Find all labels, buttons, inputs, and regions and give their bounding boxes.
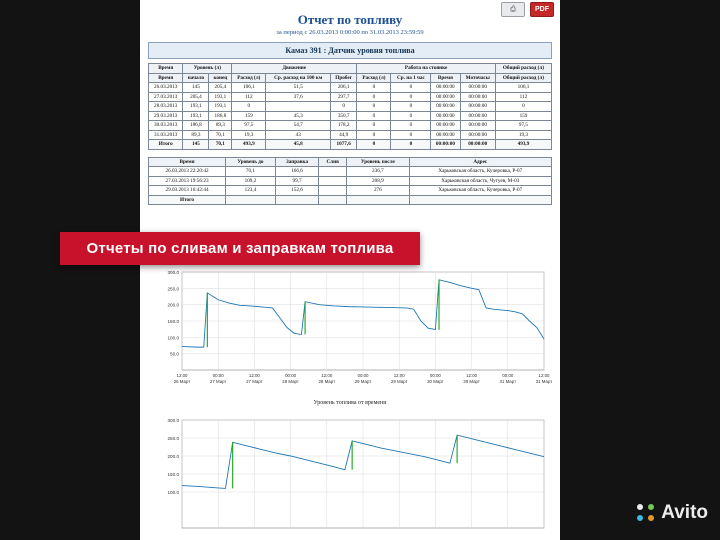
svg-text:12:00: 12:00 — [248, 373, 260, 378]
svg-text:12:00: 12:00 — [321, 373, 333, 378]
svg-text:300.0: 300.0 — [167, 418, 179, 423]
table-cell — [319, 195, 347, 205]
report-page — [140, 0, 560, 540]
promo-banner-text: Отчеты по сливам и заправкам топлива — [86, 240, 394, 257]
table-cell: 97,5 — [495, 121, 551, 131]
table-cell: 0 — [357, 121, 391, 131]
table-cell: 00:00:00 — [460, 102, 495, 112]
table-cell: 193,1 — [209, 92, 232, 102]
svg-text:250.0: 250.0 — [167, 286, 179, 292]
table-cell: 00:00:00 — [460, 83, 495, 93]
column-header: Ср. расход на 100 км — [266, 73, 331, 83]
table-cell: 109,2 — [226, 176, 276, 186]
svg-text:29 Март: 29 Март — [390, 379, 408, 384]
table-cell: 159 — [232, 111, 266, 121]
svg-text:250.0: 250.0 — [167, 436, 179, 441]
table-cell: 350,7 — [330, 111, 356, 121]
table-sub-header-row — [149, 73, 552, 83]
svg-text:31 Март: 31 Март — [535, 379, 552, 384]
table-cell: 193,1 — [183, 111, 209, 121]
table-cell: 45,3 — [266, 111, 331, 121]
table-row — [149, 121, 552, 131]
table-cell: 112 — [232, 92, 266, 102]
table-cell: 178,2 — [330, 121, 356, 131]
svg-text:200.0: 200.0 — [167, 302, 179, 308]
table-row — [149, 102, 552, 112]
svg-text:27 Март: 27 Март — [209, 379, 227, 384]
report-section-header: Камаз 391 : Датчик уровня топлива — [148, 42, 552, 59]
table-cell: 106,1 — [232, 83, 266, 93]
table-cell: 29.03.2013 16:42:44 — [149, 186, 226, 196]
table-cell: 145 — [183, 140, 209, 150]
table-cell: 00:00:00 — [431, 92, 460, 102]
table-cell: 00:00:00 — [460, 121, 495, 131]
table-cell: 0 — [357, 140, 391, 150]
table-cell — [226, 195, 276, 205]
right-gutter — [560, 0, 720, 540]
svg-text:00:00: 00:00 — [212, 373, 224, 378]
table-cell: 0 — [391, 83, 431, 93]
table-cell: 54,7 — [266, 121, 331, 131]
table-cell: 205,4 — [183, 92, 209, 102]
table-row — [149, 83, 552, 93]
refuel-drain-table — [148, 157, 552, 206]
table-cell: Итого — [149, 195, 226, 205]
table-body — [149, 83, 552, 150]
avito-watermark — [637, 502, 708, 524]
table-row — [149, 140, 552, 150]
table-cell: 89,3 — [209, 121, 232, 131]
svg-text:28 Март: 28 Март — [318, 379, 336, 384]
table-cell: 51,5 — [266, 83, 331, 93]
table-cell: 29.03.2013 — [149, 111, 183, 121]
svg-text:12:00: 12:00 — [393, 373, 405, 378]
table-cell: 00:00:00 — [431, 121, 460, 131]
column-group-header: Время — [149, 64, 183, 74]
table-cell: 99,7 — [275, 176, 318, 186]
page-title: Отчет по топливу — [297, 12, 403, 27]
table-cell — [319, 176, 347, 186]
table-cell: 145 — [183, 83, 209, 93]
column-group-header: Работа на стоянке — [357, 64, 496, 74]
table-cell: 00:00:00 — [460, 140, 495, 150]
table-cell: Харьковская область, Кучеровка, Р-07 — [409, 186, 551, 196]
svg-text:28 Март: 28 Март — [282, 379, 299, 384]
table-cell: 0 — [391, 130, 431, 140]
svg-text:200.0: 200.0 — [167, 454, 179, 459]
table-cell: 276 — [347, 186, 409, 196]
table-cell: 208,9 — [347, 176, 409, 186]
table-cell: 493,9 — [232, 140, 266, 150]
table-cell — [347, 195, 409, 205]
table-row — [149, 176, 552, 186]
table-cell: 27.03.2013 — [149, 92, 183, 102]
chart-1-title: Уровень топлива от времени — [313, 400, 387, 406]
table-cell: 43 — [266, 130, 331, 140]
table-cell: 159 — [495, 111, 551, 121]
svg-text:50.0: 50.0 — [170, 351, 179, 357]
svg-text:27 Март: 27 Март — [246, 379, 263, 384]
table-cell: 00:00:00 — [431, 83, 460, 93]
fuel-level-chart-2 — [148, 414, 552, 540]
table-cell: 00:00:00 — [460, 130, 495, 140]
column-header: Уровень после — [347, 157, 409, 167]
table-cell: 0 — [357, 111, 391, 121]
table-cell: 106,1 — [495, 83, 551, 93]
svg-text:00:00: 00:00 — [357, 373, 369, 378]
table-cell: 297,7 — [330, 92, 356, 102]
svg-text:150.0: 150.0 — [167, 319, 179, 324]
table-cell: 186,8 — [183, 121, 209, 131]
fuel-level-chart-1-svg — [148, 266, 552, 392]
table-cell: Харьковская область, Чугуев, М-03 — [409, 176, 551, 186]
table-cell: 193,1 — [209, 102, 232, 112]
svg-text:12:00: 12:00 — [538, 373, 550, 378]
table-cell: 28.03.2013 — [149, 102, 183, 112]
table-body — [149, 167, 552, 205]
svg-text:30 Март: 30 Март — [427, 379, 444, 384]
column-header: Моточасы — [460, 73, 495, 83]
table-cell: 00:00:00 — [431, 140, 460, 150]
column-group-header: Движение — [232, 64, 357, 74]
table-cell: 186,8 — [209, 111, 232, 121]
table-cell: 44,9 — [330, 130, 356, 140]
svg-text:300.0: 300.0 — [167, 270, 179, 275]
table-cell: 31.03.2013 — [149, 130, 183, 140]
column-group-header: Уровень (л) — [183, 64, 232, 74]
table-cell: 45,8 — [266, 140, 331, 150]
table-cell: 0 — [391, 92, 431, 102]
svg-text:12:00: 12:00 — [466, 373, 478, 378]
svg-text:100.0: 100.0 — [167, 335, 179, 341]
column-header: Уровень до — [226, 157, 276, 167]
table-cell: 00:00:00 — [460, 92, 495, 102]
avito-logo-icon — [637, 504, 655, 522]
column-header: конец — [209, 73, 232, 83]
table-cell — [319, 186, 347, 196]
table-cell: 19,3 — [232, 130, 266, 140]
table-header-row — [149, 157, 552, 167]
svg-text:00:00: 00:00 — [285, 373, 297, 378]
table-cell: Харьковская область, Кучеровка, Р-07 — [409, 167, 551, 177]
table-row — [149, 111, 552, 121]
table-cell: 19,3 — [495, 130, 551, 140]
table-group-header-row — [149, 64, 552, 74]
table-cell: 166,6 — [275, 167, 318, 177]
column-header: Расход (л) — [232, 73, 266, 83]
column-header: Общий расход (л) — [495, 73, 551, 83]
table-cell: 0 — [357, 130, 391, 140]
table-cell: 206,1 — [330, 83, 356, 93]
table-head — [149, 157, 552, 167]
svg-text:29 Март: 29 Март — [354, 379, 372, 384]
table-cell: 205,4 — [209, 83, 232, 93]
table-cell: 00:00:00 — [431, 111, 460, 121]
left-gutter — [0, 0, 140, 540]
column-header: Адрес — [409, 157, 551, 167]
table-cell: 0 — [391, 102, 431, 112]
svg-text:12:00: 12:00 — [176, 373, 188, 378]
svg-text:31 Март: 31 Март — [499, 379, 517, 384]
table-row — [149, 186, 552, 196]
fuel-summary-table — [148, 63, 552, 150]
table-cell: 0 — [330, 102, 356, 112]
table-cell: 27.03.2013 19:56:23 — [149, 176, 226, 186]
pdf-export-icon[interactable]: PDF — [530, 2, 554, 17]
table-cell: 493,9 — [495, 140, 551, 150]
column-group-header: Общий расход (л) — [495, 64, 551, 74]
table-cell: 26.03.2013 — [149, 83, 183, 93]
column-header: Пробег — [330, 73, 356, 83]
column-header: начало — [183, 73, 209, 83]
table-cell: 0 — [357, 92, 391, 102]
fuel-level-chart-2-svg — [148, 414, 552, 534]
table-cell: 236,7 — [347, 167, 409, 177]
promo-banner — [60, 232, 420, 265]
table-cell: 0 — [232, 102, 266, 112]
table-cell: 0 — [357, 83, 391, 93]
column-header: Расход (л) — [357, 73, 391, 83]
table-cell: 97,5 — [232, 121, 266, 131]
column-header: Время — [149, 157, 226, 167]
table-cell: 0 — [391, 140, 431, 150]
table-cell: 26.03.2013 22:20:42 — [149, 167, 226, 177]
svg-text:150.0: 150.0 — [167, 472, 179, 477]
table-cell: Итого — [149, 140, 183, 150]
table-cell — [319, 167, 347, 177]
print-icon[interactable]: ⎙ — [501, 2, 525, 17]
svg-text:30 Март: 30 Март — [463, 379, 480, 384]
column-header: Слив — [319, 157, 347, 167]
table-head — [149, 64, 552, 83]
column-header: Ср. на 1 час — [391, 73, 431, 83]
table-cell: 152,6 — [275, 186, 318, 196]
table-cell — [266, 102, 331, 112]
table-cell: 70,1 — [209, 130, 232, 140]
fuel-level-chart-1 — [148, 266, 552, 406]
avito-watermark-text: Avito — [661, 502, 708, 523]
table-cell: 00:00:00 — [460, 111, 495, 121]
column-header: Время — [149, 73, 183, 83]
svg-text:26 Март: 26 Март — [173, 379, 191, 384]
table-cell: 00:00:00 — [431, 102, 460, 112]
table-cell — [275, 195, 318, 205]
svg-text:100.0: 100.0 — [167, 490, 179, 495]
table-cell: 70,1 — [209, 140, 232, 150]
table-cell: 00:00:00 — [431, 130, 460, 140]
column-header: Время — [431, 73, 460, 83]
table-row — [149, 195, 552, 205]
table-cell: 0 — [357, 102, 391, 112]
table-cell: 37,6 — [266, 92, 331, 102]
table-cell: 0 — [495, 102, 551, 112]
table-row — [149, 92, 552, 102]
table-cell: 70,1 — [226, 167, 276, 177]
table-cell — [409, 195, 551, 205]
column-header: Заправка — [275, 157, 318, 167]
table-cell: 89,3 — [183, 130, 209, 140]
table-cell: 0 — [391, 111, 431, 121]
report-period: за период с 26.03.2013 0:00:00 по 31.03.2013 23:59:59 — [276, 29, 424, 36]
report-toolbar[interactable] — [501, 2, 554, 17]
table-cell: 0 — [391, 121, 431, 131]
table-cell: 1077,6 — [330, 140, 356, 150]
table-row — [149, 130, 552, 140]
table-row — [149, 167, 552, 177]
table-cell: 193,1 — [183, 102, 209, 112]
svg-text:00:00: 00:00 — [502, 373, 514, 378]
table-cell: 112 — [495, 92, 551, 102]
table-cell: 30.03.2013 — [149, 121, 183, 131]
table-cell: 123,4 — [226, 186, 276, 196]
svg-text:00:00: 00:00 — [429, 373, 441, 378]
